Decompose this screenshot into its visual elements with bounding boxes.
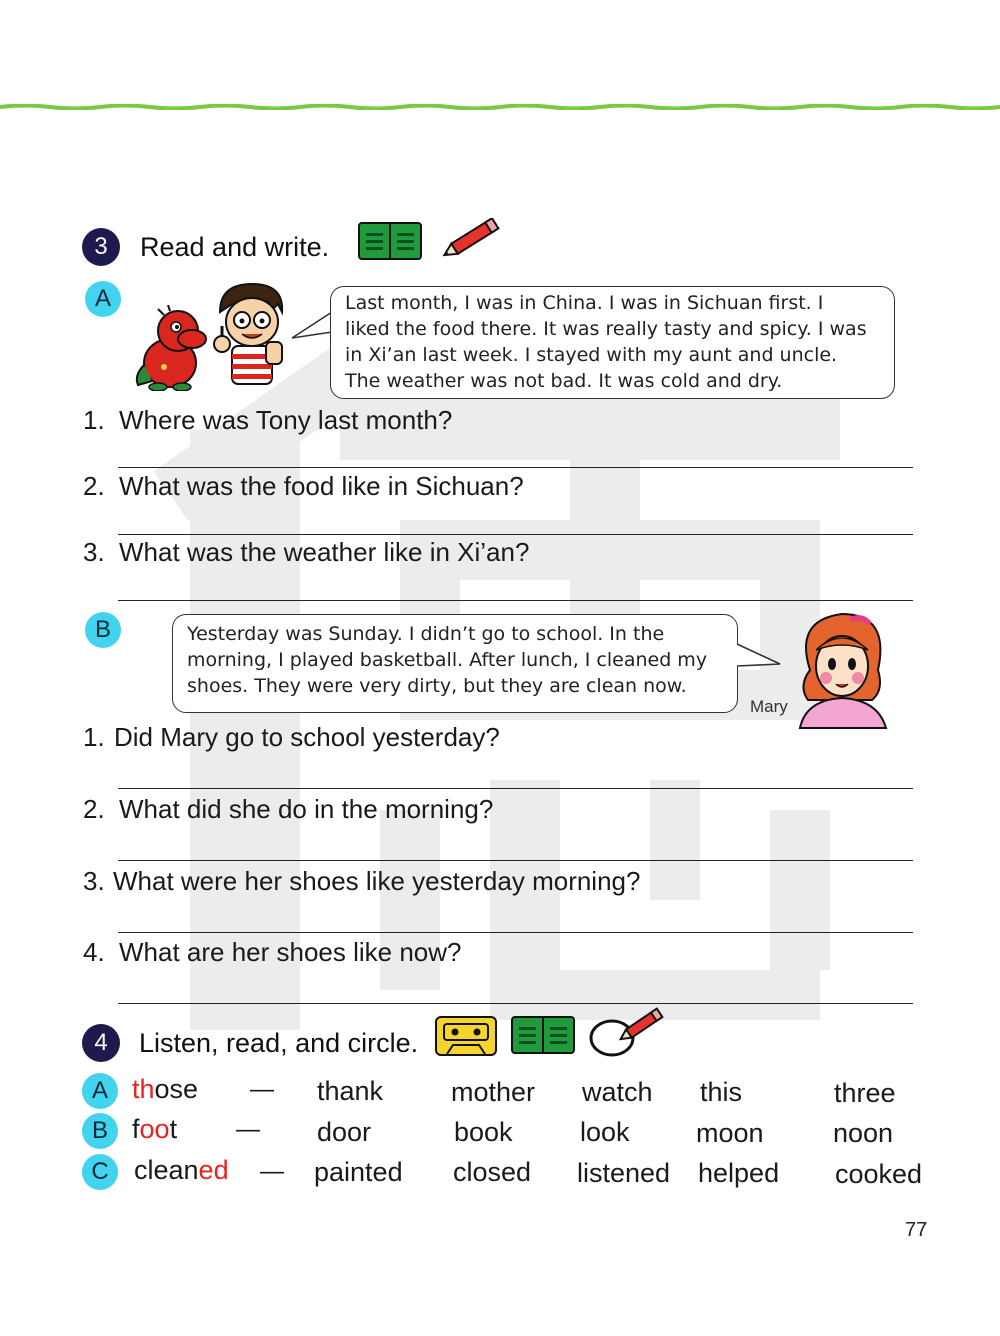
- question-b3: [83, 866, 640, 897]
- boy-tony-illustration: [210, 282, 292, 392]
- part-a-badge: A: [85, 281, 121, 317]
- bubble-a-line: in Xi’an last week. I stayed with my aunt and uncle.: [345, 344, 838, 366]
- row-a-word[interactable]: three: [834, 1078, 896, 1108]
- row-c-word[interactable]: helped: [698, 1158, 780, 1188]
- question-text: Did Mary go to school yesterday?: [114, 722, 500, 752]
- row-b-word[interactable]: noon: [833, 1118, 894, 1148]
- row-b-key-word: [132, 1114, 177, 1145]
- key-sound: oo: [139, 1114, 170, 1144]
- row-c-word[interactable]: listened: [577, 1158, 671, 1188]
- section-4-number: 4: [82, 1024, 120, 1062]
- section-3-title: Read and write.: [140, 232, 330, 262]
- section-3-number: 3: [82, 228, 120, 266]
- answer-line-b2[interactable]: [118, 860, 913, 861]
- question-b4: [83, 937, 462, 968]
- answer-line-a1[interactable]: [118, 467, 913, 468]
- row-c-word[interactable]: cooked: [835, 1159, 923, 1189]
- row-b-word[interactable]: book: [454, 1117, 513, 1147]
- answer-line-b4[interactable]: [118, 1003, 913, 1004]
- key-sound: ed: [198, 1155, 229, 1185]
- answer-line-a3[interactable]: [118, 600, 913, 601]
- row-b-word[interactable]: moon: [696, 1118, 764, 1148]
- speaker-label-mary: Mary: [750, 697, 788, 716]
- question-text: What did she do in the morning?: [119, 794, 494, 824]
- part-b-badge: B: [85, 612, 121, 648]
- speech-bubble-b: [172, 614, 738, 713]
- question-number: 1.: [83, 405, 105, 435]
- question-number: 1.: [83, 722, 105, 752]
- bubble-b-line: Yesterday was Sunday. I didn’t go to school. In the: [187, 623, 665, 645]
- row-a-dash: —: [250, 1076, 274, 1103]
- pencil-icon: [440, 218, 504, 260]
- speech-bubble-tail-a: [290, 310, 334, 342]
- bubble-b-line: shoes. They were very dirty, but they are clean now.: [187, 675, 687, 697]
- question-number: 2.: [83, 471, 105, 501]
- row-c-key-word: [134, 1155, 229, 1186]
- row-a-word[interactable]: watch: [582, 1077, 653, 1107]
- question-b2: [83, 794, 493, 825]
- question-text: What was the weather like in Xi’an?: [119, 537, 530, 567]
- key-prefix: f: [132, 1114, 140, 1144]
- bubble-a-line: liked the food there. It was really tasty and spicy. I was: [345, 318, 867, 340]
- speech-bubble-tail-b: [736, 640, 782, 672]
- question-a3: [83, 537, 529, 568]
- section-4-title: Listen, read, and circle.: [139, 1028, 419, 1058]
- book-icon: [358, 222, 422, 260]
- row-a-key-word: [132, 1074, 198, 1105]
- row-a-word[interactable]: mother: [451, 1077, 536, 1107]
- question-text: What were her shoes like yesterday morning?: [113, 866, 641, 896]
- row-b-dash: —: [236, 1116, 260, 1143]
- dinosaur-icon: [134, 305, 210, 391]
- question-number: 2.: [83, 794, 105, 824]
- question-number: 3.: [83, 537, 105, 567]
- row-c-badge: C: [82, 1154, 118, 1190]
- row-c-word[interactable]: painted: [314, 1157, 403, 1187]
- question-a2: [83, 471, 524, 502]
- girl-mary-illustration: [790, 610, 896, 730]
- question-text: What was the food like in Sichuan?: [119, 471, 524, 501]
- question-number: 4.: [83, 937, 105, 967]
- bubble-a-line: The weather was not bad. It was cold and dry.: [345, 370, 783, 392]
- question-number: 3.: [83, 866, 105, 896]
- bubble-b-line: morning, I played basketball. After lunch, I cleaned my: [187, 649, 708, 671]
- answer-line-b3[interactable]: [118, 932, 913, 933]
- bubble-a-line: Last month, I was in China. I was in Sichuan first. I: [345, 292, 824, 314]
- row-a-badge: A: [82, 1073, 118, 1109]
- key-rest: t: [169, 1114, 178, 1144]
- cassette-tape-icon: [435, 1016, 497, 1056]
- circle-pen-icon: [588, 1006, 668, 1058]
- row-b-word[interactable]: look: [580, 1117, 630, 1147]
- row-b-badge: B: [82, 1113, 118, 1149]
- question-text: What are her shoes like now?: [119, 937, 462, 967]
- key-sound: th: [132, 1074, 155, 1104]
- row-c-word[interactable]: closed: [453, 1157, 532, 1187]
- key-prefix: clean: [134, 1155, 199, 1185]
- question-text: Where was Tony last month?: [119, 405, 453, 435]
- answer-line-a2[interactable]: [118, 534, 913, 535]
- top-divider-line: [0, 104, 1000, 110]
- speech-bubble-a: [330, 286, 895, 399]
- answer-line-b1[interactable]: [118, 788, 913, 789]
- row-a-word[interactable]: thank: [317, 1076, 384, 1106]
- question-b1: [83, 722, 500, 753]
- row-b-word[interactable]: door: [317, 1117, 372, 1147]
- question-a1: [83, 405, 452, 436]
- key-rest: ose: [154, 1074, 199, 1104]
- row-c-dash: —: [260, 1158, 284, 1185]
- row-a-word[interactable]: this: [700, 1077, 743, 1107]
- book-icon: [511, 1016, 575, 1054]
- page-number: 77: [905, 1219, 928, 1241]
